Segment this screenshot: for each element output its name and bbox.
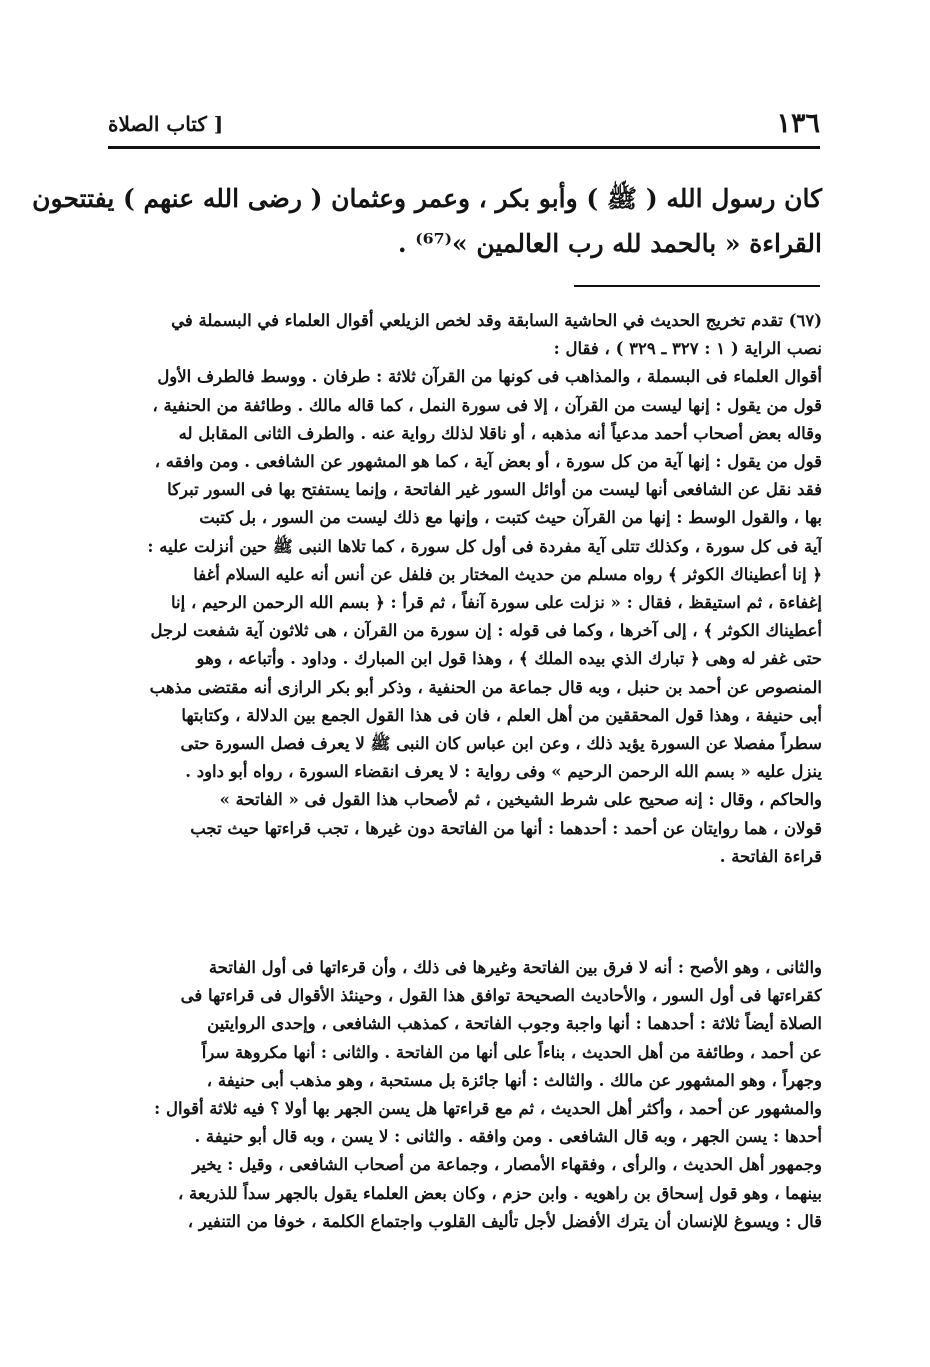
footnote-line: قول من يقول : إنها آية من كل سورة ، أو بعض آية ، كما هو المشهور عن الشافعى . ومن وافقه ، <box>154 452 822 472</box>
page-number: ١٣٦ <box>776 108 820 139</box>
footnote-line: حتى غفر له وهى ﴿ تبارك الذي بيده الملك ﴾ ، وهذا قول ابن المبارك . وداود . وأتباعه ، وهو <box>196 649 822 669</box>
footnote-line: وجمهور أهل الحديث ، والرأى ، وفقهاء الأمصار ، وجماعة من أصحاب الشافعى ، وقيل : يخير <box>192 1155 822 1175</box>
footnote-line: قول من يقول : إنها ليست من القرآن ، إلا فى سورة النمل ، كما قاله مالك . وطائفة من الحنفية ، <box>152 395 822 415</box>
footnote-line: آية فى كل سورة ، وكذلك تتلى آية مفردة فى أول كل سورة ، كما تلاها النبى ﷺ حين أنزلت عليه : <box>147 536 822 556</box>
footnote-line: بينهما ، وهو قول إسحاق بن راهويه . وابن حزم ، وكان بعض العلماء يقول بالجهر سداً للذريعة ، <box>177 1183 822 1203</box>
footnote-line: أعطيناك الكوثر ﴾ ، إلى آخرها ، وكما فى قوله : إن سورة من القرآن ، هى ثلاثون آية شفعت لرجل <box>150 621 822 641</box>
footnote-line: عن أحمد ، وطائفة من أهل الحديث ، بناءاً على أنها من الفاتحة . والثانى : أنها مكروهة سراً <box>201 1042 822 1062</box>
main-text-line: كان رسول الله ( ﷺ ) وأبو بكر ، وعمر وعثمان ( رضى الله عنهم ) يفتتحون <box>32 184 822 213</box>
footnote-line: أحدها : يسن الجهر ، وبه قال الشافعى . ومن وافقه . والثانى : لا يسن ، وبه قال أبو حنيفة . <box>194 1127 822 1147</box>
footnote-line: إغفاءة ، ثم استيقظ ، فقال : « نزلت على سورة آنفاً ، ثم قرأ : ﴿ بسم الله الرحمن الرحيم ، إنا <box>171 593 822 613</box>
main-text <box>32 176 822 266</box>
footnote-line: وقاله بعض أصحاب أحمد مدعياً أنه مذهبه ، أو ناقلا لذلك رواية عنه . والطرف الثانى المقابل له <box>178 423 822 443</box>
footnote-line: بها ، والقول الوسط : إنها من القرآن حيث كتبت ، وإنها مع ذلك ليست من السور ، بل كتبت <box>199 508 822 528</box>
footnote-line: نصب الراية ( ١ : ٣٢٧ ـ ٣٢٩ ) ، فقال : <box>553 339 822 359</box>
running-head: [ كتاب الصلاة <box>108 112 224 136</box>
footnote-line: والحاكم ، وقال : إنه صحيح على شرط الشيخين ، ثم لأصحاب هذا القول فى « الفاتحة » <box>219 790 822 810</box>
footnote-line: فقد نقل عن الشافعى أنها ليست من أوائل السور غير الفاتحة ، وإنما يستفتح بها فى السور تبركا <box>167 480 822 500</box>
footnote-line: ﴿ إنا أعطيناك الكوثر ﴾ رواه مسلم من حديث المختار بن فلفل عن أنس أنه عليه السلام أغفا <box>193 564 822 584</box>
main-text-line: القراءة « بالحمد لله رب العالمين »⁽⁶⁷⁾ . <box>397 229 822 258</box>
footnote-line: قولان ، هما روايتان عن أحمد : أحدهما : أنها من الفاتحة دون غيرها ، تجب قراءتها حيث تجب <box>190 818 822 838</box>
footnote-line: والمشهور عن أحمد ، وأكثر أهل الحديث ، ثم مع قراءتها هل يسن الجهر بها أولا ؟ فيه ثلاثة أقوال : <box>154 1099 822 1119</box>
footnote-line: وجهراً ، وهو المشهور عن مالك . والثالث : أنها جائزة بل مستحبة ، وهو مذهب أبى حنيفة ، <box>206 1070 822 1090</box>
footnote-continued <box>104 954 822 1236</box>
footnote <box>104 307 822 871</box>
footnote-line: والثانى ، وهو الأصح : أنه لا فرق بين الفاتحة وغيرها فى ذلك ، وأن قرءاتها فى أول الفاتحة <box>208 958 822 977</box>
footnote-line: الصلاة أيضاً ثلاثة : أحدهما : أنها واجبة وجوب الفاتحة ، كمذهب الشافعى ، وإحدى الروايتين <box>207 1014 822 1034</box>
footnote-line: أقوال العلماء فى البسملة ، والمذاهب فى كونها من القرآن ثلاثة : طرفان . ووسط فالطرف الأول <box>157 367 822 387</box>
page-header <box>108 104 820 144</box>
footnote-line: قراءة الفاتحة . <box>719 846 822 866</box>
footnote-line: قال : ويسوغ للإنسان أن يترك الأفضل لأجل تأليف القلوب واجتماع الكلمة ، خوفا من التنفير ، <box>187 1211 822 1231</box>
footnote-line: أبى حنيفة ، وهذا قول المحققين من أهل العلم ، فان فى هذا القول الجمع بين الدلالة ، وكتابتها <box>181 705 822 725</box>
footnote-line: (٦٧) تقدم تخريج الحديث في الحاشية السابقة وقد لخص الزيلعي أقوال العلماء في البسملة في <box>171 311 822 330</box>
footnote-line: المنصوص عن أحمد بن حنبل ، وبه قال جماعة من الحنفية ، وذكر أبو بكر الرازى أنه مقتضى مذهب <box>149 677 822 697</box>
footnote-separator <box>574 285 820 287</box>
footnote-line: ينزل عليه « بسم الله الرحمن الرحيم » وفى رواية : لا يعرف انقضاء السورة ، رواه أبو داود . <box>185 762 822 782</box>
footnote-line: كقراءتها فى أول السور ، والأحاديث الصحيحة توافق هذا القول ، وحينئذ الأقوال فى قراءتها فى <box>180 986 822 1006</box>
header-rule <box>108 146 820 149</box>
footnote-line: سطراً مفصلا عن السورة يؤيد ذلك ، وعن ابن عباس كان النبى ﷺ لا يعرف فصل السورة حتى <box>180 734 822 754</box>
